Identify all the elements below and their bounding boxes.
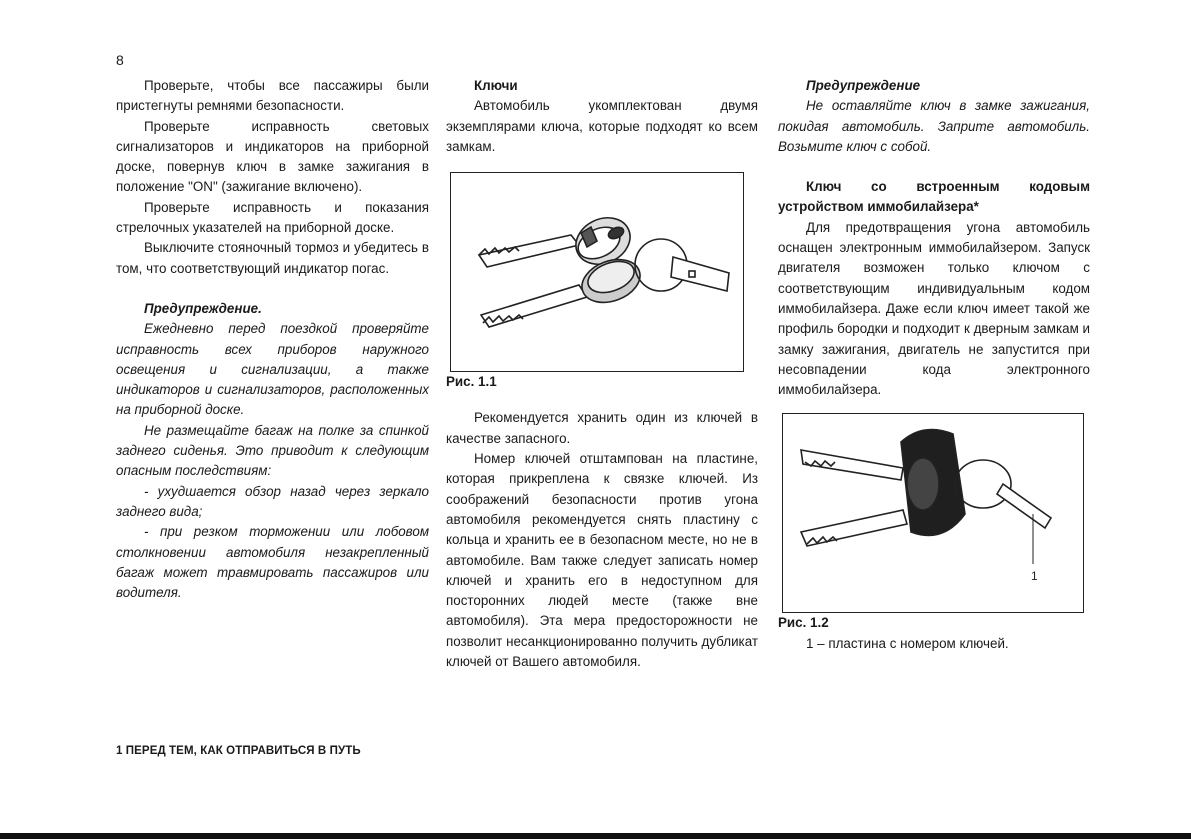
paragraph: Проверьте, чтобы все пассажиры были пристегнуты ремнями безопасности. [116, 78, 429, 114]
figure-legend: 1 – пластина с номером ключей. [806, 635, 1009, 651]
column-1 [116, 76, 429, 603]
page-bottom-border [0, 833, 1191, 839]
figure-caption: Рис. 1.2 [778, 615, 829, 631]
warning-list-item: - ухудшается обзор назад через зеркало заднего вида; [116, 483, 429, 519]
section-title: Ключи [474, 78, 518, 93]
figure-immobilizer-keys [782, 413, 1084, 613]
warning-title: Предупреждение [806, 78, 921, 93]
paragraph: Проверьте исправность световых сигнализаторов и индикаторов на приборной доске, повернув ключ в замке зажигания в положение "ON" (зажигание включено). [116, 118, 429, 195]
figure-caption: Рис. 1.1 [446, 374, 497, 390]
paragraph: Рекомендуется хранить один из ключей в качестве запасного. [446, 410, 758, 446]
immobilizer-keys-illustration-icon [783, 414, 1082, 611]
column-2 [446, 76, 758, 672]
paragraph: Выключите стояночный тормоз и убедитесь в том, что соответствующий индикатор погас. [116, 240, 429, 276]
warning-paragraph: Не оставляйте ключ в замке зажигания, покидая автомобиль. Заприте автомобиль. Возьмите ключ с собой. [778, 98, 1090, 154]
chapter-footer: 1 ПЕРЕД ТЕМ, КАК ОТПРАВИТЬСЯ В ПУТЬ [116, 745, 361, 757]
paragraph: Для предотвращения угона автомобиль оснащен электронным иммобилайзером. Запуск двигателя возможен только ключом с соответствующим индивидуальным кодом иммобилайзера. Даже если ключ имеет такой же профиль бородки и подходит к дверным замкам и замку зажигания, двигатель не запустится при несовпадении кода электронного иммобилайзера. [778, 219, 1090, 398]
section-title: Ключ со встроенным кодовым устройством иммобилайзера* [778, 179, 1090, 215]
figure-callout: 1 [1031, 569, 1038, 584]
warning-paragraph: Ежедневно перед поездкой проверяйте исправность всех приборов наружного освещения и сигнализации, а также индикаторов и сигнализаторов, расположенных на приборной доске. [116, 321, 429, 418]
column-3 [778, 76, 1090, 654]
keys-illustration-icon [451, 173, 742, 370]
warning-list-item: - при резком торможении или лобовом столкновении автомобиля незакрепленный багаж может травмировать пассажиров или водителя. [116, 524, 429, 601]
paragraph: Проверьте исправность и показания стрелочных указателей на приборной доске. [116, 199, 429, 236]
paragraph: Автомобиль укомплектован двумя экземплярами ключа, которые подходят ко всем замкам. [446, 98, 758, 154]
warning-paragraph: Не размещайте багаж на полке за спинкой заднего сиденья. Это приводит к следующим опасным последствиям: [116, 422, 429, 479]
paragraph: Номер ключей отштампован на пластине, которая прикреплена к связке ключей. Из соображений безопасности против угона автомобиля рекомендуется снять пластину с кольца и хранить ее в безопасном месте, но не в автомобиле. Вам также следует записать номер ключей и хранить его в недоступном для посторонних людей месте (также вне автомобиля). Эта мера предосторожности не позволит несанкционированно получить дубликат ключей от Вашего автомобиля. [446, 451, 758, 670]
page-number: 8 [116, 52, 124, 68]
warning-title: Предупреждение. [144, 300, 262, 316]
figure-keys [450, 172, 744, 372]
